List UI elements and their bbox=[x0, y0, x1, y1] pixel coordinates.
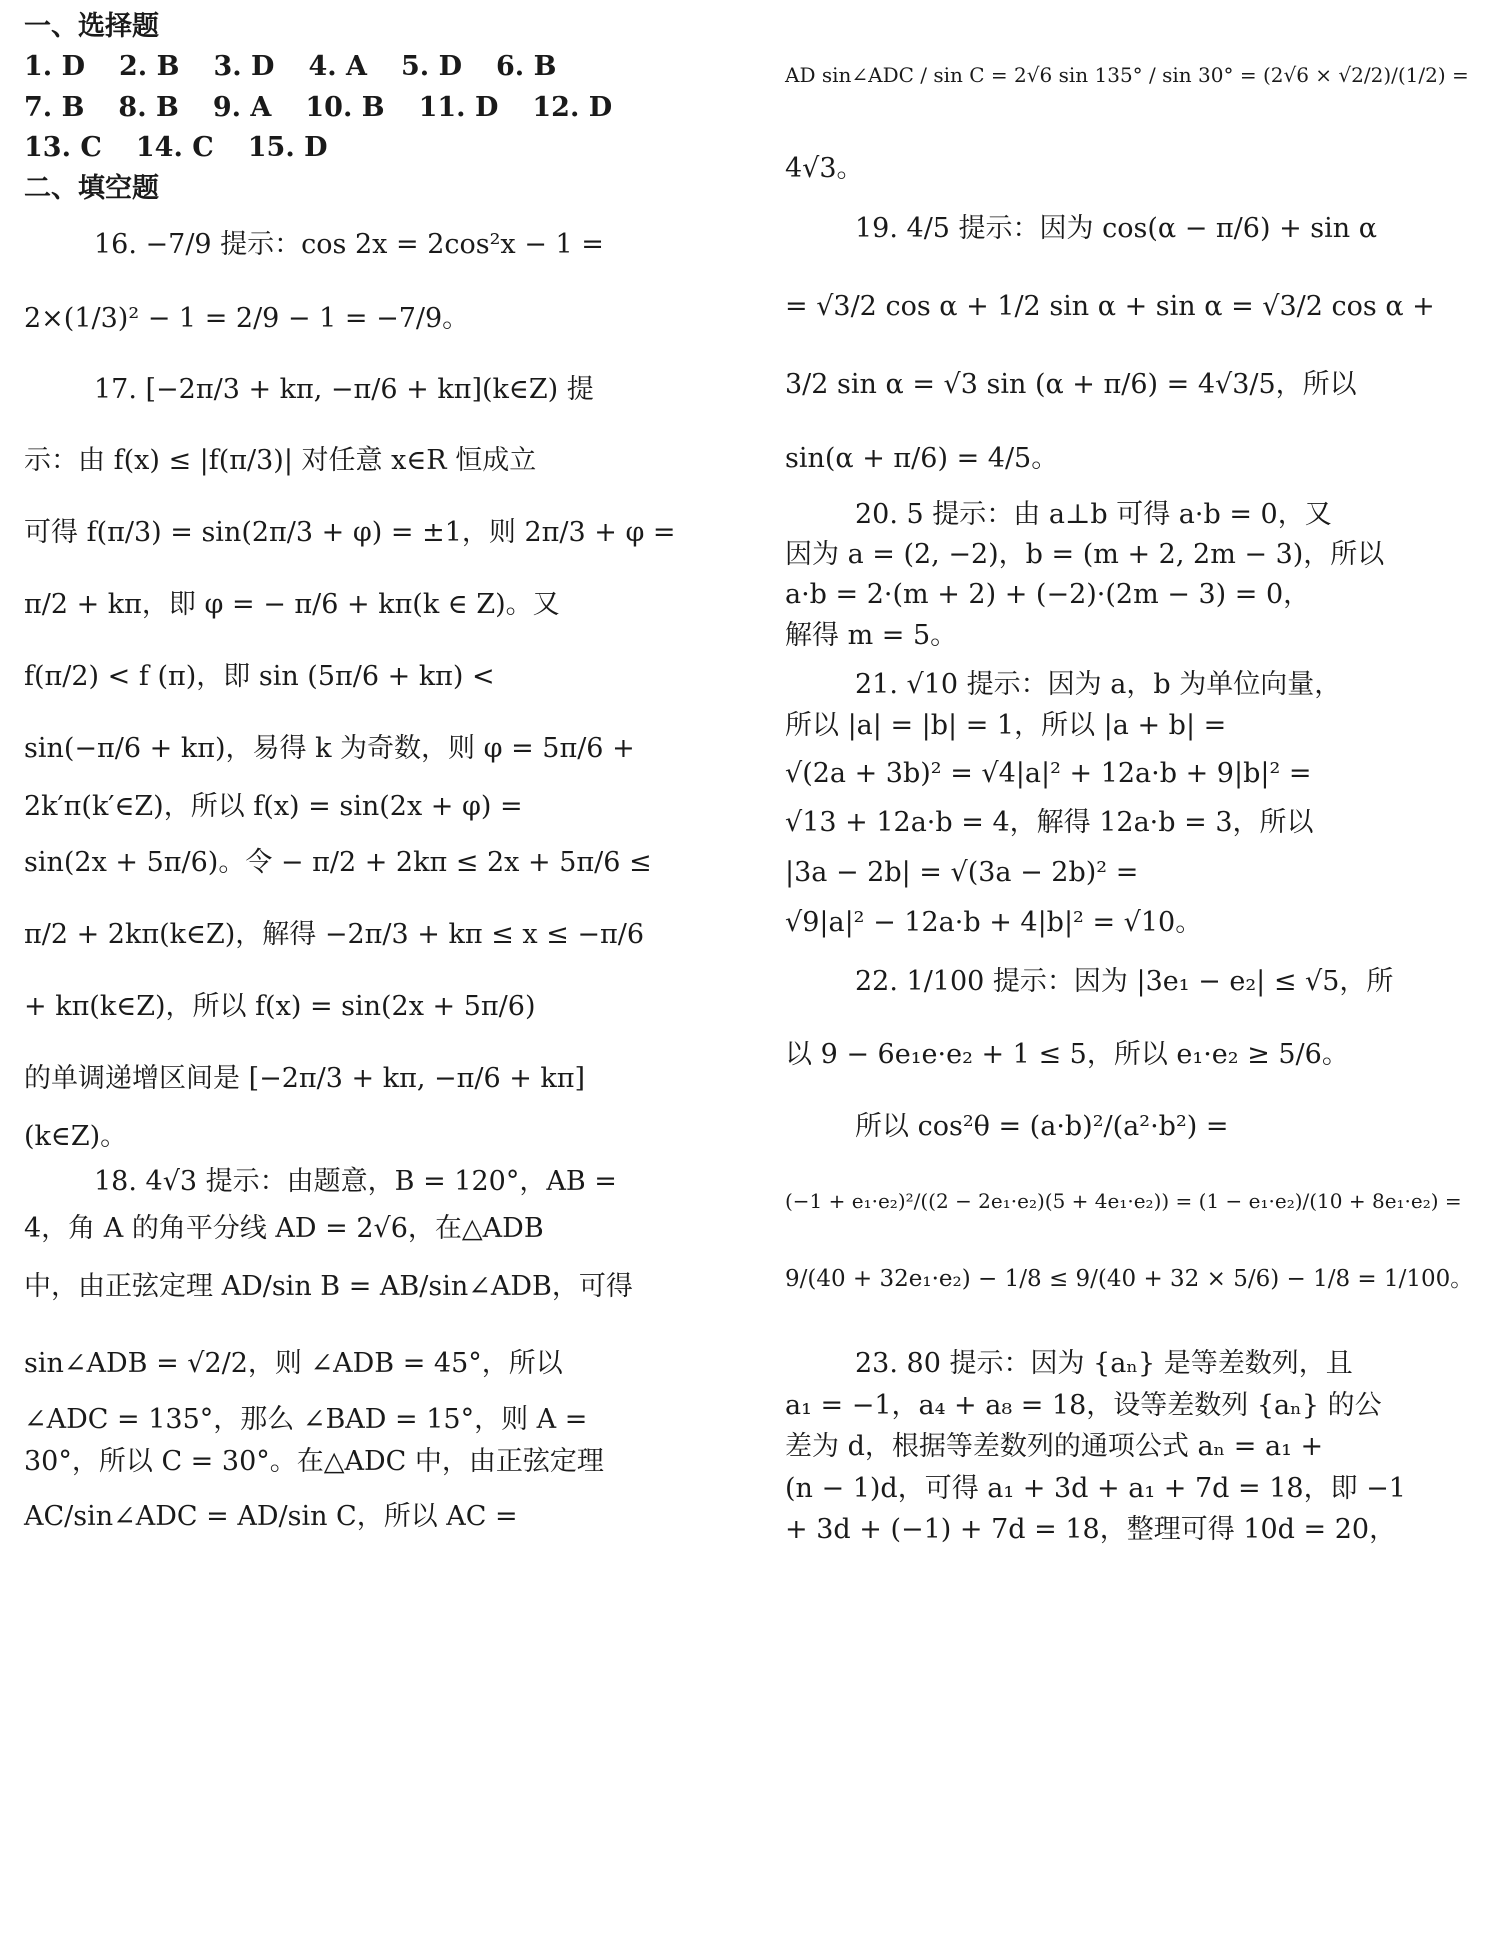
answer-item: 8. B bbox=[118, 92, 179, 123]
text-line: a₁ = −1，a₄ + a₈ = 18，设等差数列 {aₙ} 的公 bbox=[785, 1390, 1382, 1421]
text-line: |3a − 2b| = √(3a − 2b)² = bbox=[785, 857, 1139, 888]
answer-row-1 bbox=[24, 50, 590, 84]
answer-item: 7. B bbox=[24, 92, 85, 123]
text-line: (−1 + e₁·e₂)²/((2 − 2e₁·e₂)(5 + 4e₁·e₂)) = (1 − e₁·e₂)/(10 + 8e₁·e₂) = bbox=[785, 1189, 1462, 1213]
answer-row-2 bbox=[24, 91, 646, 125]
text-line: 解得 m = 5。 bbox=[785, 620, 958, 651]
answer-item: 2. B bbox=[119, 51, 180, 82]
text-line: 17. [−2π/3 + kπ, −π/6 + kπ](k∈Z) 提 bbox=[94, 374, 594, 405]
answer-item: 3. D bbox=[213, 51, 275, 82]
text-line: (n − 1)d，可得 a₁ + 3d + a₁ + 7d = 18，即 −1 bbox=[785, 1473, 1406, 1504]
text-line: AC/sin∠ADC = AD/sin C，所以 AC = bbox=[24, 1501, 518, 1532]
section-title-choice: 一、选择题 bbox=[24, 11, 159, 42]
text-line: 4，角 A 的角平分线 AD = 2√6，在△ADB bbox=[24, 1213, 544, 1244]
text-line: π/2 + kπ，即 φ = − π/6 + kπ(k ∈ Z)。又 bbox=[24, 589, 560, 620]
text-line: 2×(1/3)² − 1 = 2/9 − 1 = −7/9。 bbox=[24, 303, 470, 334]
text-line: + kπ(k∈Z)，所以 f(x) = sin(2x + 5π/6) bbox=[24, 991, 536, 1022]
text-line: 21. √10 提示：因为 a，b 为单位向量， bbox=[855, 669, 1342, 700]
answer-item: 4. A bbox=[308, 51, 367, 82]
text-line: 因为 a = (2, −2)，b = (m + 2, 2m − 3)，所以 bbox=[785, 539, 1385, 570]
answer-item: 14. C bbox=[135, 132, 214, 163]
text-line: 16. −7/9 提示：cos 2x = 2cos²x − 1 = bbox=[94, 229, 604, 260]
text-line: 30°，所以 C = 30°。在△ADC 中，由正弦定理 bbox=[24, 1446, 604, 1477]
text-line: sin(−π/6 + kπ)，易得 k 为奇数，则 φ = 5π/6 + bbox=[24, 733, 635, 764]
text-line: AD sin∠ADC / sin C = 2√6 sin 135° / sin 30° = (2√6 × √2/2)/(1/2) = bbox=[785, 63, 1469, 87]
answer-item: 15. D bbox=[247, 132, 328, 163]
answer-item: 6. B bbox=[496, 51, 557, 82]
text-line: sin(α + π/6) = 4/5。 bbox=[785, 443, 1059, 474]
text-line: a·b = 2·(m + 2) + (−2)·(2m − 3) = 0， bbox=[785, 579, 1311, 610]
text-line: π/2 + 2kπ(k∈Z)，解得 −2π/3 + kπ ≤ x ≤ −π/6 bbox=[24, 919, 645, 950]
text-line: 的单调递增区间是 [−2π/3 + kπ, −π/6 + kπ] bbox=[24, 1063, 586, 1094]
text-line: 18. 4√3 提示：由题意，B = 120°，AB = bbox=[94, 1166, 617, 1197]
text-line: 3/2 sin α = √3 sin (α + π/6) = 4√3/5，所以 bbox=[785, 369, 1357, 400]
answer-item: 12. D bbox=[532, 92, 613, 123]
text-line: √13 + 12a·b = 4，解得 12a·b = 3，所以 bbox=[785, 807, 1314, 838]
section-title-fill: 二、填空题 bbox=[24, 173, 159, 204]
text-line: 差为 d，根据等差数列的通项公式 aₙ = a₁ + bbox=[785, 1431, 1324, 1462]
text-line: √(2a + 3b)² = √4|a|² + 12a·b + 9|b|² = bbox=[785, 758, 1312, 789]
answer-item: 13. C bbox=[24, 132, 102, 163]
text-line: √9|a|² − 12a·b + 4|b|² = √10。 bbox=[785, 907, 1203, 938]
answer-item: 10. B bbox=[305, 92, 385, 123]
text-line: ∠ADC = 135°，那么 ∠BAD = 15°，则 A = bbox=[24, 1404, 588, 1435]
text-line: sin∠ADB = √2/2，则 ∠ADB = 45°，所以 bbox=[24, 1348, 563, 1379]
text-line: 示：由 f(x) ≤ |f(π/3)| 对任意 x∈R 恒成立 bbox=[24, 445, 537, 476]
answer-item: 9. A bbox=[212, 92, 272, 123]
text-line: 所以 cos²θ = (a·b)²/(a²·b²) = bbox=[855, 1111, 1229, 1142]
text-line: 20. 5 提示：由 a⊥b 可得 a·b = 0，又 bbox=[855, 499, 1332, 530]
text-line: 所以 |a| = |b| = 1，所以 |a + b| = bbox=[785, 710, 1227, 741]
answer-row-3 bbox=[24, 131, 362, 165]
text-line: 9/(40 + 32e₁·e₂) − 1/8 ≤ 9/(40 + 32 × 5/6) − 1/8 = 1/100。 bbox=[785, 1266, 1474, 1292]
text-line: 19. 4/5 提示：因为 cos(α − π/6) + sin α bbox=[855, 213, 1377, 244]
text-line: (k∈Z)。 bbox=[24, 1121, 128, 1152]
text-line: = √3/2 cos α + 1/2 sin α + sin α = √3/2 cos α + bbox=[785, 291, 1435, 322]
answer-item: 1. D bbox=[24, 51, 86, 82]
text-line: sin(2x + 5π/6)。令 − π/2 + 2kπ ≤ 2x + 5π/6 ≤ bbox=[24, 847, 652, 878]
text-line: f(π/2) < f (π)，即 sin (5π/6 + kπ) < bbox=[24, 661, 495, 692]
text-line: + 3d + (−1) + 7d = 18，整理可得 10d = 20， bbox=[785, 1514, 1397, 1545]
text-line: 2k′π(k′∈Z)，所以 f(x) = sin(2x + φ) = bbox=[24, 791, 523, 822]
answer-item: 11. D bbox=[418, 92, 499, 123]
text-line: 23. 80 提示：因为 {aₙ} 是等差数列，且 bbox=[855, 1348, 1353, 1379]
text-line: 22. 1/100 提示：因为 |3e₁ − e₂| ≤ √5，所 bbox=[855, 966, 1394, 997]
text-line: 中，由正弦定理 AD/sin B = AB/sin∠ADB，可得 bbox=[24, 1271, 633, 1302]
answer-item: 5. D bbox=[401, 51, 463, 82]
text-line: 以 9 − 6e₁e·e₂ + 1 ≤ 5，所以 e₁·e₂ ≥ 5/6。 bbox=[785, 1039, 1349, 1070]
text-line: 可得 f(π/3) = sin(2π/3 + φ) = ±1，则 2π/3 + φ = bbox=[24, 517, 676, 548]
text-line: 4√3。 bbox=[785, 153, 864, 184]
